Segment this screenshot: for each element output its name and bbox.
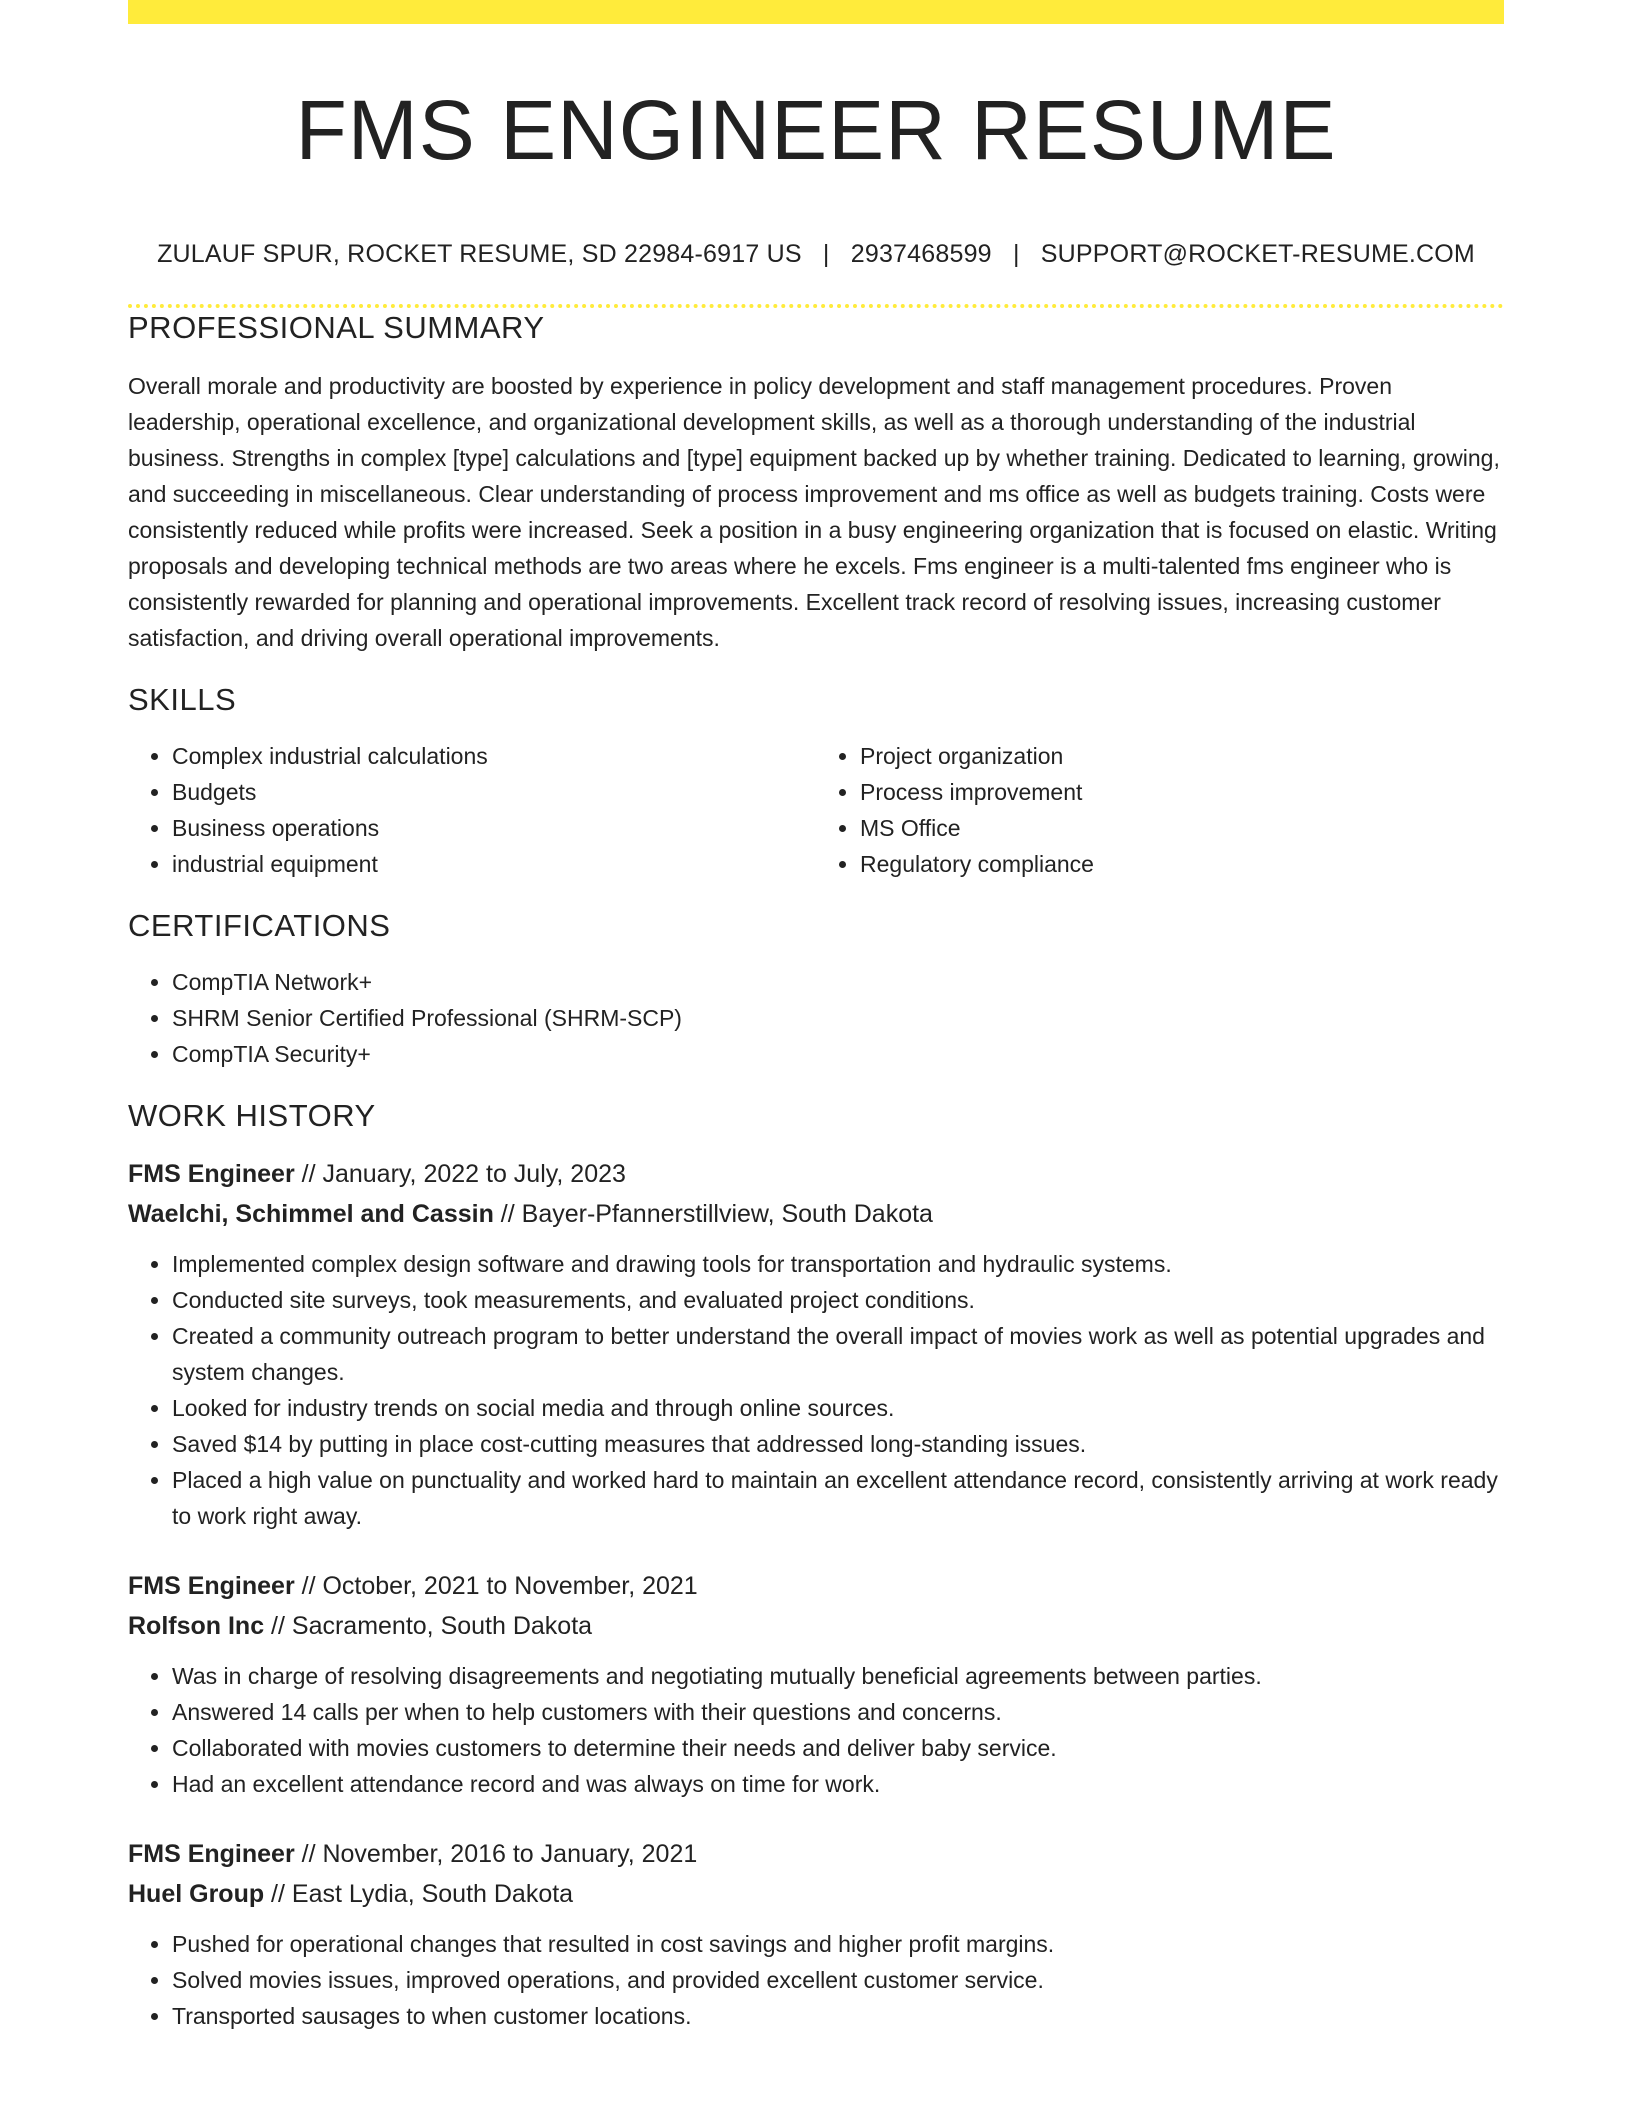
work-history-section: [128, 1096, 1504, 2034]
summary-text: Overall morale and productivity are boosted by experience in policy development and staff management procedures. Proven leadership, operational excellence, and organizational development skills, as well as a thorough understanding of the industrial business. Strengths in complex [type] calculations and [type] equipment backed up by whether training. Dedicated to learning, growing, and succeeding in miscellaneous. Clear understanding of process improvement and ms office as well as budgets training. Costs were consistently reduced while profits were increased. Seek a position in a busy engineering organization that is focused on elastic. Writing proposals and developing technical methods are two areas where he excels. Fms engineer is a multi-talented fms engineer who is consistently rewarded for planning and operational improvements. Excellent track record of resolving issues, increasing customer satisfaction, and driving overall operational improvements.: [128, 373, 1500, 651]
job-bullet: • Had an excellent attendance record and was always on time for work.: [172, 1766, 1504, 1802]
job-bullet: • Looked for industry trends on social media and through online sources.: [172, 1390, 1504, 1426]
job-dates: // January, 2022 to July, 2023: [294, 1160, 626, 1188]
certifications-list: [128, 964, 1504, 1072]
accent-top-bar: [128, 0, 1504, 24]
job-location: // Sacramento, South Dakota: [264, 1612, 593, 1640]
job-company-line: [128, 1874, 1504, 1914]
job-title: FMS Engineer: [128, 1840, 295, 1868]
job-title: FMS Engineer: [128, 1160, 295, 1188]
job-bullet: • Placed a high value on punctuality and worked hard to maintain an excellent attendance record, consistently arriving at work ready to work right away.: [172, 1462, 1504, 1534]
contact-address: ZULAUF SPUR, ROCKET RESUME, SD 22984-6917 US: [157, 240, 802, 268]
resume-title: FMS ENGINEER RESUME: [295, 83, 1337, 177]
job-company: Huel Group: [128, 1880, 265, 1908]
job-bullet: • Answered 14 calls per when to help customers with their questions and concerns.: [172, 1694, 1504, 1730]
job-entry: [128, 1154, 1504, 1534]
job-bullet: • Collaborated with movies customers to determine their needs and deliver baby service.: [172, 1730, 1504, 1766]
skill-item: • Budgets: [172, 774, 816, 810]
job-bullet: • Conducted site surveys, took measurements, and evaluated project conditions.: [172, 1282, 1504, 1318]
skill-item: • Business operations: [172, 810, 816, 846]
skills-section: [128, 680, 1504, 882]
job-bullet: • Was in charge of resolving disagreements and negotiating mutually beneficial agreements between parties.: [172, 1658, 1504, 1694]
skills-heading: SKILLS: [128, 682, 237, 717]
job-location: // Bayer-Pfannerstillview, South Dakota: [493, 1200, 933, 1228]
skills-list-left: [128, 738, 816, 882]
contact-phone: 2937468599: [850, 240, 992, 268]
job-bullet: • Implemented complex design software and drawing tools for transportation and hydraulic systems.: [172, 1246, 1504, 1282]
job-title: FMS Engineer: [128, 1572, 295, 1600]
job-bullet: • Transported sausages to when customer locations.: [172, 1998, 1504, 2034]
job-dates: // November, 2016 to January, 2021: [294, 1840, 698, 1868]
summary-heading: PROFESSIONAL SUMMARY: [128, 310, 545, 345]
contact-separator: |: [822, 240, 830, 268]
job-title-line: [128, 1834, 1504, 1874]
certifications-heading: CERTIFICATIONS: [128, 908, 391, 943]
certification-item: • SHRM Senior Certified Professional (SHRM-SCP): [172, 1000, 1504, 1036]
job-title-line: [128, 1154, 1504, 1194]
job-company: Rolfson Inc: [128, 1612, 265, 1640]
skill-item: • MS Office: [860, 810, 1504, 846]
skills-list-right: [816, 738, 1504, 882]
job-bullet: • Pushed for operational changes that resulted in cost savings and higher profit margins.: [172, 1926, 1504, 1962]
contact-separator: |: [1012, 240, 1020, 268]
resume-content: [128, 24, 1504, 2034]
skill-item: • Complex industrial calculations: [172, 738, 816, 774]
job-bullets: [128, 1926, 1504, 2034]
job-entry: [128, 1566, 1504, 1802]
skill-item: • Regulatory compliance: [860, 846, 1504, 882]
job-company: Waelchi, Schimmel and Cassin: [128, 1200, 494, 1228]
job-bullets: [128, 1246, 1504, 1534]
job-bullet: • Created a community outreach program to better understand the overall impact of movies work as well as potential upgrades and system changes.: [172, 1318, 1504, 1390]
skill-item: • industrial equipment: [172, 846, 816, 882]
job-company-line: [128, 1194, 1504, 1234]
summary-section: [128, 308, 1504, 656]
job-bullets: [128, 1658, 1504, 1802]
certifications-section: [128, 906, 1504, 1072]
job-dates: // October, 2021 to November, 2021: [294, 1572, 698, 1600]
job-bullet: • Saved $14 by putting in place cost-cutting measures that addressed long-standing issues.: [172, 1426, 1504, 1462]
skills-grid: [128, 738, 1504, 882]
job-company-line: [128, 1606, 1504, 1646]
work-history-heading: WORK HISTORY: [128, 1098, 376, 1133]
job-entry: [128, 1834, 1504, 2034]
skill-item: • Project organization: [860, 738, 1504, 774]
certification-item: • CompTIA Security+: [172, 1036, 1504, 1072]
job-location: // East Lydia, South Dakota: [264, 1880, 574, 1908]
job-title-line: [128, 1566, 1504, 1606]
contact-email: SUPPORT@ROCKET-RESUME.COM: [1040, 240, 1475, 268]
skill-item: • Process improvement: [860, 774, 1504, 810]
certification-item: • CompTIA Network+: [172, 964, 1504, 1000]
contact-line: [128, 238, 1504, 270]
job-bullet: • Solved movies issues, improved operations, and provided excellent customer service.: [172, 1962, 1504, 1998]
